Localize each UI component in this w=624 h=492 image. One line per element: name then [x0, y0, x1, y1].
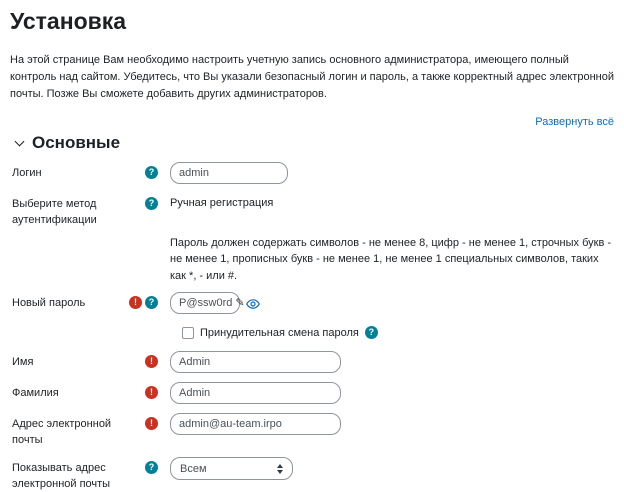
auth-method-value: Ручная регистрация [170, 197, 274, 210]
intro-text: На этой странице Вам необходимо настроить учетную запись основного администратора, имеющего полный контроль над сайтом. Убедитесь, что Вы указали безопасный логин и пароль, а также корректный адрес электронной почты. Позже Вы сможете добавить других администраторов. [10, 54, 614, 101]
help-icon[interactable]: ? [145, 197, 158, 210]
email-icons [124, 413, 158, 430]
form-row-login [10, 162, 614, 184]
help-icon[interactable]: ? [145, 166, 158, 179]
login-icons [124, 162, 158, 179]
lastname-label: Фамилия [12, 387, 59, 400]
new-password-input[interactable] [170, 292, 245, 314]
auth-method-icons [124, 193, 158, 210]
force-password-change-label[interactable]: Принудительная смена пароля [200, 326, 359, 339]
required-icon: ! [145, 355, 158, 368]
email-visibility-selected-value: Всем [180, 462, 207, 475]
firstname-input[interactable] [170, 351, 341, 373]
lastname-icons [124, 382, 158, 399]
form-row-force-password-change [10, 326, 614, 339]
form-row-new-password [10, 292, 614, 314]
help-icon[interactable]: ? [145, 296, 158, 309]
section-toggle-general[interactable] [10, 133, 614, 153]
login-input[interactable] [170, 162, 288, 184]
admin-account-form [10, 162, 614, 492]
email-input[interactable] [170, 413, 341, 435]
form-row-password-hint [10, 234, 614, 285]
form-row-email-visibility [10, 457, 614, 492]
expand-all-link[interactable]: Развернуть всё [535, 116, 614, 129]
form-row-firstname [10, 351, 614, 373]
unmask-password-eye-icon[interactable] [246, 296, 260, 311]
email-label: Адрес электронной почты [12, 418, 112, 446]
new-password-icons [124, 292, 158, 309]
required-icon: ! [145, 386, 158, 399]
login-label: Логин [12, 167, 42, 180]
new-password-label: Новый пароль [12, 297, 86, 310]
firstname-icons [124, 351, 158, 368]
firstname-label: Имя [12, 356, 34, 369]
form-row-lastname [10, 382, 614, 404]
auth-method-label: Выберите метод аутентификации [12, 198, 97, 226]
expand-all-row [10, 116, 614, 128]
required-icon: ! [129, 296, 142, 309]
section-title: Основные [32, 133, 121, 153]
lastname-input[interactable] [170, 382, 341, 404]
page-title: Установка [10, 8, 127, 34]
password-hint-text: Пароль должен содержать символов - не менее 8, цифр - не менее 1, строчных букв - не менее 1, прописных букв - не менее 1, не менее 1 специальных символов, таких как *, - или #. [170, 236, 612, 282]
select-updown-arrows-icon [277, 464, 283, 474]
new-password-value: P@ssw0rd [179, 297, 233, 310]
email-visibility-icons [124, 457, 158, 474]
email-visibility-label: Показывать адрес электронной почты [12, 462, 111, 490]
form-row-email [10, 413, 614, 448]
required-icon: ! [145, 417, 158, 430]
force-password-change-checkbox[interactable] [182, 327, 194, 339]
edit-pencil-icon: ✎ [235, 296, 245, 309]
email-visibility-select[interactable] [170, 457, 293, 480]
chevron-down-icon [10, 142, 28, 145]
form-row-auth-method [10, 193, 614, 228]
help-icon[interactable]: ? [365, 326, 378, 339]
help-icon[interactable]: ? [145, 461, 158, 474]
